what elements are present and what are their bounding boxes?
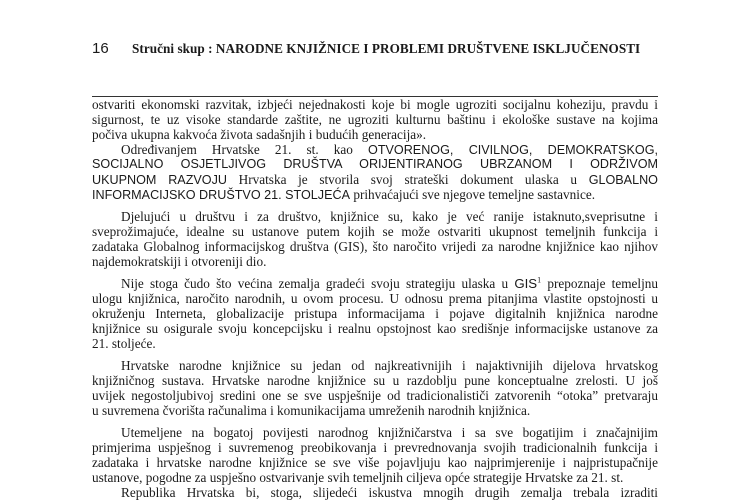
paragraph-6-line-4: ustanove, pogodne za uspješno ostvarivanje svih temeljnih ciljeva opće strategije Hrvatske za 21. st. [92, 470, 624, 485]
paragraph-3-line-3: zadataka Globalnog informacijskog društva (GIS), što naročito vrijedi za narodne knjižnice kao njihov [92, 239, 658, 254]
paragraph-4-line-5: 21. stoljeće. [92, 336, 156, 351]
paragraph-7-line-1: Republika Hrvatska bi, stoga, slijedeći iskustva mnogih drugih zemalja trebala izraditi [121, 485, 658, 500]
paragraph-3-line-2: sveprožimajuće, idealne su ustanove putem kojih se može ostvariti ukupnost temeljnih funkcija i [92, 224, 658, 239]
caps-run: OTVORENOG, CIVILNOG, DEMOKRATSKOG, [368, 143, 658, 157]
paragraph-3-line-1: Djelujući u društvu i za društvo, knjižnice su, kako je već ranije istaknuto,sveprisutne i [121, 209, 658, 224]
paragraph-6-line-2: primjerima uspješnog i suvremenog preobikovanja i prevrednovanja svojih tradicionalnih funkcija i [92, 440, 658, 455]
gis-abbrev: GIS [514, 276, 538, 291]
paragraph-5-line-2: knjižničnog sustava. Hrvatske narodne knjižnice su u razdoblju pune konceptualne zrelosti. U još [92, 373, 658, 388]
paragraph-4-line-1 [92, 276, 658, 291]
paragraph-gap [92, 202, 658, 209]
paragraph-1-line-2: sigurnost, te uz visoke standarde zaštite, ne ugroziti kulturnu baštinu i ekološke sustave na kojima [92, 112, 658, 127]
body-text [92, 97, 658, 500]
text-run: prihvaćajući sve njegove temeljne sastavnice. [350, 187, 596, 202]
paragraph-5-line-1: Hrvatske narodne knjižnice su jedan od najkreativnijih i najaktivnijih dijelova hrvatskog [121, 358, 658, 373]
paragraph-4-line-2: ulogu knjižnica, naročito narodnih, u ovom procesu. U odnosu prema pitanjima vlastite opstojnosti u [92, 291, 658, 306]
paragraph-3-line-4: najdemokratskiji i otvoreniji dio. [92, 254, 267, 269]
page-number: 16 [92, 40, 109, 57]
paragraph-2-line-4 [92, 187, 658, 202]
paragraph-4-line-4: knjižnice su osigurale svoju koncepcijsku i realnu opstojnost kao središnje informacijske ustanove za [92, 321, 658, 336]
paragraph-2-line-1 [92, 142, 658, 157]
caps-run: INFORMACIJSKO DRUŠTVO 21. STOLJEĆA [92, 188, 350, 202]
text-run: Nije stoga čudo što većina zemalja gradeći svoju strategiju ulaska u [121, 276, 515, 291]
paragraph-1-line-3: počiva ukupna kakvoća života sadašnjih i budućih generacija». [92, 127, 427, 142]
paragraph-5-line-3: uvijek negostoljubivoj sredini one se sve uspješnije od tradicionalističi zatvorenih “otoka” pretvaraju [92, 388, 658, 403]
paragraph-5-line-4: u suvremena čvorišta računalima i komunikacijama umreženih narodnih knjižnica. [92, 403, 531, 418]
paragraph-6-line-1: Utemeljene na bogatoj povijesti narodnog knjižničarstva i sa sve bogatijim i značajnijim [121, 425, 658, 440]
footnote-ref: 1 [537, 275, 542, 285]
text-run: Hrvatska je stvorila svoj strateški dokument ulaska u [226, 172, 589, 187]
paragraph-gap [92, 351, 658, 358]
caps-run: UKUPNOM RAZVOJU [92, 173, 227, 187]
paragraph-gap [92, 418, 658, 425]
paragraph-gap [92, 269, 658, 276]
paragraph-2-line-2: SOCIJALNO OSJETLJIVOG DRUŠTVA ORIJENTIRANOG UBRZANOM I ODRŽIVOM [92, 157, 658, 171]
text-run: Određivanjem Hrvatske 21. st. kao [121, 142, 369, 157]
paragraph-1-line-1: ostvariti ekonomski razvitak, izbjeći nejednakosti koje bi mogle ugroziti socijalnu koheziju, pravdu i [92, 97, 658, 112]
text-run: prepoznaje temeljnu [541, 276, 658, 291]
running-title: Stručni skup : NARODNE KNJIŽNICE I PROBLEMI DRUŠTVENE ISKLJUČENOSTI [132, 41, 641, 56]
paragraph-6-line-3: zadataka i hrvatske narodne knjižnice se sve više pojavljuju kao najprimjerenije i najpristupačnije [92, 455, 658, 470]
paragraph-4-line-3: okruženju Interneta, globalizacije pristupa informacijama i pojave digitalnih knjižnica narodne [92, 306, 658, 321]
paragraph-2-line-3 [92, 172, 658, 187]
caps-run: GLOBALNO [588, 173, 658, 187]
